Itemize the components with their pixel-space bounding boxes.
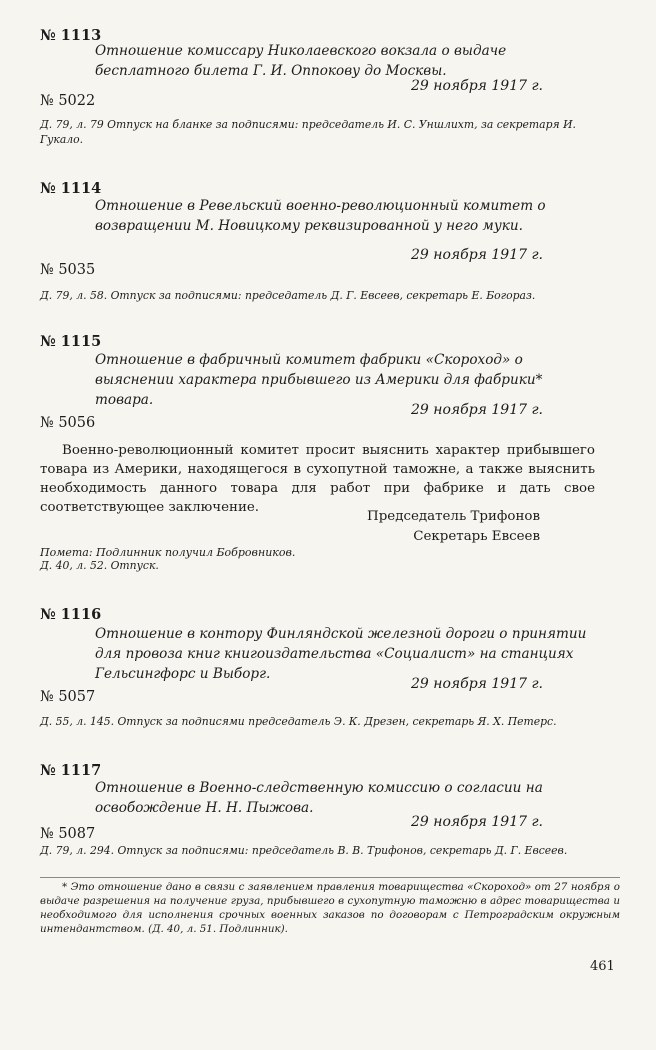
entry-date: 29 ноября 1917 г. xyxy=(410,247,543,263)
entry-archive-ref: Д. 79, л. 79 Отпуск на бланке за подписями: председатель И. С. Уншлихт, за секретаря И. Гукало. xyxy=(40,118,576,146)
entry-title: Отношение комиссару Николаевского вокзала о выдаче бесплатного билета Г. И. Оппокову до Москвы. xyxy=(95,43,507,79)
signature-secretary: Секретарь Евсеев xyxy=(413,529,540,544)
entry-date: 29 ноября 1917 г. xyxy=(410,676,543,692)
footnote-divider xyxy=(40,877,620,878)
entry-date: 29 ноября 1917 г. xyxy=(410,402,543,418)
entry-title: Отношение в контору Финляндской железной дороги о принятии для провоза книг книгоиздательства «Социалист» на станциях Гельсингфорс и Выборг. xyxy=(95,626,587,682)
entry-title: Отношение в Военно-следственную комиссию о согласии на освобождение Н. Н. Пыжова. xyxy=(95,780,543,816)
entry-title: Отношение в Ревельский военно-революционный комитет о возвращении М. Новицкому реквизированной у него муки. xyxy=(95,198,546,234)
signature-chairman: Председатель Трифонов xyxy=(367,509,540,524)
entry-title: Отношение в фабричный комитет фабрики «Скороход» о выяснении характера прибывшего из Америки для фабрики* товара. xyxy=(95,352,543,408)
entry-number: № 1115 xyxy=(40,333,102,350)
entry-number: № 1117 xyxy=(40,762,102,779)
entry-note: Помета: Подлинник получил Бобровников. xyxy=(40,546,296,559)
entry-reg-number: № 5022 xyxy=(40,93,96,109)
entry-number: № 1114 xyxy=(40,180,102,197)
entry-archive-ref: Д. 40, л. 52. Отпуск. xyxy=(40,559,159,572)
entry-reg-number: № 5056 xyxy=(40,415,96,431)
entry-reg-number: № 5087 xyxy=(40,826,96,842)
entry-date: 29 ноября 1917 г. xyxy=(410,78,543,94)
entry-archive-ref: Д. 79, л. 294. Отпуск за подписями: председатель В. В. Трифонов, секретарь Д. Г. Евсеев. xyxy=(40,844,568,857)
page-number: 461 xyxy=(590,959,615,974)
entry-archive-ref: Д. 55, л. 145. Отпуск за подписями председатель Э. К. Дрезен, секретарь Я. Х. Петерс. xyxy=(40,715,557,728)
entry-reg-number: № 5035 xyxy=(40,262,96,278)
footnote: * Это отношение дано в связи с заявлением правления товарищества «Скороход» от 27 ноября о выдаче разрешения на получение груза, прибывшего в сухопутную таможню в адрес товарищества и необходимого для исполнения срочных военных заказов по договорам с Петроградским окружным интендантством. (Д. 40, л. 51. Подлинник). xyxy=(40,881,620,935)
entry-number: № 1113 xyxy=(40,27,102,44)
entry-archive-ref: Д. 79, л. 58. Отпуск за подписями: председатель Д. Г. Евсеев, секретарь Е. Богораз. xyxy=(40,289,536,302)
entry-number: № 1116 xyxy=(40,606,102,623)
entry-date: 29 ноября 1917 г. xyxy=(410,814,543,830)
entry-body-text: Военно-революционный комитет просит выяснить характер прибывшего товара из Америки, находящегося в сухопутной таможне, а также выяснить необходимость данного товара для работ при фабрике и дать свое соответствующее заключение. xyxy=(40,443,595,515)
entry-reg-number: № 5057 xyxy=(40,689,96,705)
